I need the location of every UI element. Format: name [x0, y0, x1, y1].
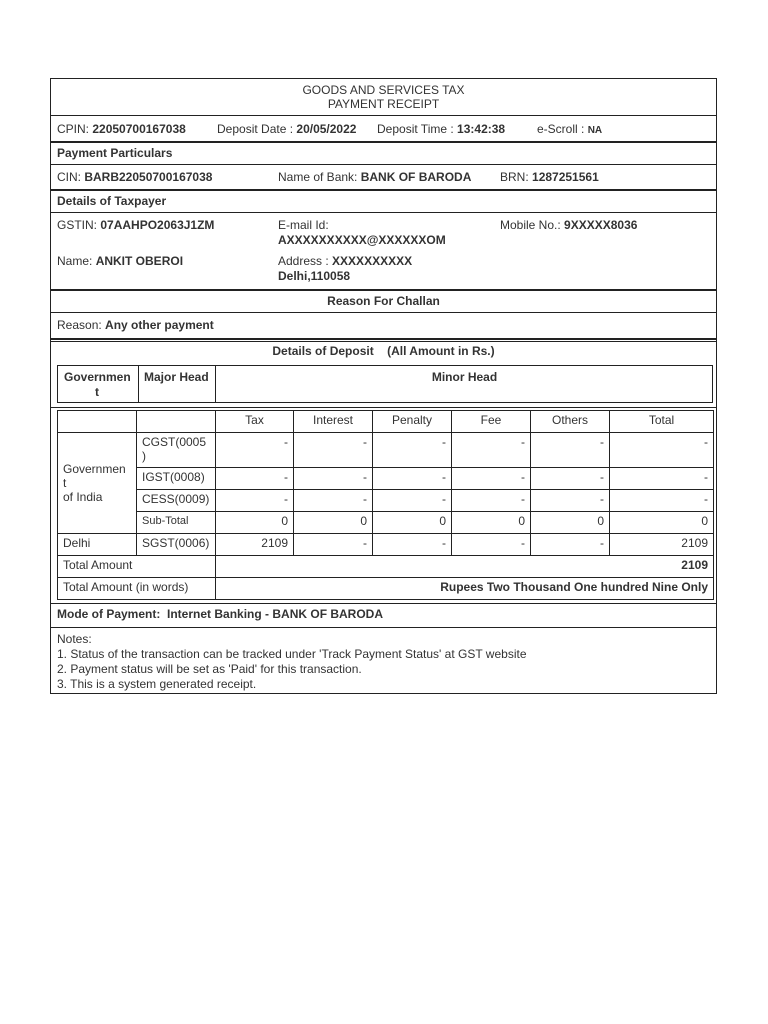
table-row-total-amount [58, 556, 714, 578]
table-row-total-words [58, 578, 714, 600]
igst-fee: - [452, 468, 531, 490]
total-words-value: Rupees Two Thousand One hundred Nine Only [216, 578, 714, 600]
cgst-label: CGST(0005 ) [137, 433, 216, 468]
challan-heading: Reason For Challan [327, 294, 440, 308]
igst-others: - [531, 468, 610, 490]
igst-label: IGST(0008) [137, 468, 216, 490]
deposit-heading: Details of Deposit (All Amount in Rs.) [272, 344, 495, 358]
subtotal-total: 0 [610, 512, 714, 534]
cess-tax: - [216, 490, 294, 512]
total-amount-value: 2109 [216, 556, 714, 578]
taxpayer-name-field: Name: ANKIT OBEROI [57, 254, 184, 268]
sgst-total: 2109 [610, 534, 714, 556]
sgst-fee: - [452, 534, 531, 556]
cgst-total: - [610, 433, 714, 468]
total-amount-label: Total Amount [58, 556, 216, 578]
escroll-field: e-Scroll : NA [537, 122, 603, 136]
table-row-sgst [58, 534, 714, 556]
cgst-others: - [531, 433, 610, 468]
delhi-label: Delhi [58, 534, 137, 556]
address-line2: Delhi,110058 [278, 269, 351, 283]
note-1: 1. Status of the transaction can be tracked under 'Track Payment Status' at GST website [57, 647, 527, 661]
cess-others: - [531, 490, 610, 512]
col-major-head: Major Head [144, 370, 209, 384]
cess-penalty: - [373, 490, 452, 512]
payment-receipt [50, 78, 717, 694]
col-government-1: Governmen [64, 370, 131, 384]
deposit-time-field: Deposit Time : 13:42:38 [377, 122, 506, 136]
payment-particulars-heading: Payment Particulars [57, 146, 173, 160]
table-row-cess [58, 490, 714, 512]
total-words-label: Total Amount (in words) [58, 578, 216, 600]
sgst-others: - [531, 534, 610, 556]
cgst-tax: - [216, 433, 294, 468]
government-of-india-cell: Governmen t of India [58, 433, 137, 534]
col-minor-head: Minor Head [431, 370, 498, 384]
mobile-field: Mobile No.: 9XXXXX8036 [500, 218, 638, 232]
cgst-penalty: - [373, 433, 452, 468]
mode-of-payment: Mode of Payment: Internet Banking - BANK OF BARODA [57, 607, 384, 621]
subtotal-tax: 0 [216, 512, 294, 534]
cess-total: - [610, 490, 714, 512]
cess-label: CESS(0009) [137, 490, 216, 512]
subtotal-penalty: 0 [373, 512, 452, 534]
table-header-row [58, 411, 714, 433]
brn-field: BRN: 1287251561 [500, 170, 599, 184]
header-total: Total [610, 411, 714, 433]
col-government-2: t [95, 385, 99, 399]
cgst-interest: - [294, 433, 373, 468]
igst-tax: - [216, 468, 294, 490]
cpin-field: CPIN: 22050700167038 [57, 122, 186, 136]
address-field: Address : XXXXXXXXXX [278, 254, 413, 268]
note-2: 2. Payment status will be set as 'Paid' for this transaction. [57, 662, 362, 676]
receipt-title-line1: GOODS AND SERVICES TAX [302, 83, 465, 97]
deposit-date-field: Deposit Date : 20/05/2022 [217, 122, 357, 136]
email-label: E-mail Id: [278, 218, 329, 232]
igst-interest: - [294, 468, 373, 490]
header-penalty: Penalty [373, 411, 452, 433]
cin-field: CIN: BARB22050700167038 [57, 170, 213, 184]
table-row-cgst [58, 433, 714, 468]
receipt-title-line2: PAYMENT RECEIPT [327, 97, 440, 111]
email-value: AXXXXXXXXXX@XXXXXXOM [278, 233, 446, 247]
sgst-label: SGST(0006) [137, 534, 216, 556]
header-others: Others [531, 411, 610, 433]
subtotal-label: Sub-Total [137, 512, 216, 534]
cess-interest: - [294, 490, 373, 512]
sgst-penalty: - [373, 534, 452, 556]
header-tax: Tax [216, 411, 294, 433]
subtotal-fee: 0 [452, 512, 531, 534]
reason-field: Reason: Any other payment [57, 318, 214, 332]
subtotal-interest: 0 [294, 512, 373, 534]
note-3: 3. This is a system generated receipt. [57, 677, 257, 691]
deposit-table [57, 410, 714, 600]
gstin-field: GSTIN: 07AAHPO2063J1ZM [57, 218, 215, 232]
bank-name-field: Name of Bank: BANK OF BARODA [278, 170, 472, 184]
notes-heading: Notes: [57, 632, 92, 646]
cess-fee: - [452, 490, 531, 512]
cgst-fee: - [452, 433, 531, 468]
header-interest: Interest [294, 411, 373, 433]
igst-total: - [610, 468, 714, 490]
igst-penalty: - [373, 468, 452, 490]
subtotal-others: 0 [531, 512, 610, 534]
table-row-igst [58, 468, 714, 490]
sgst-tax: 2109 [216, 534, 294, 556]
header-fee: Fee [452, 411, 531, 433]
sgst-interest: - [294, 534, 373, 556]
table-row-subtotal [58, 512, 714, 534]
taxpayer-heading: Details of Taxpayer [57, 194, 167, 208]
